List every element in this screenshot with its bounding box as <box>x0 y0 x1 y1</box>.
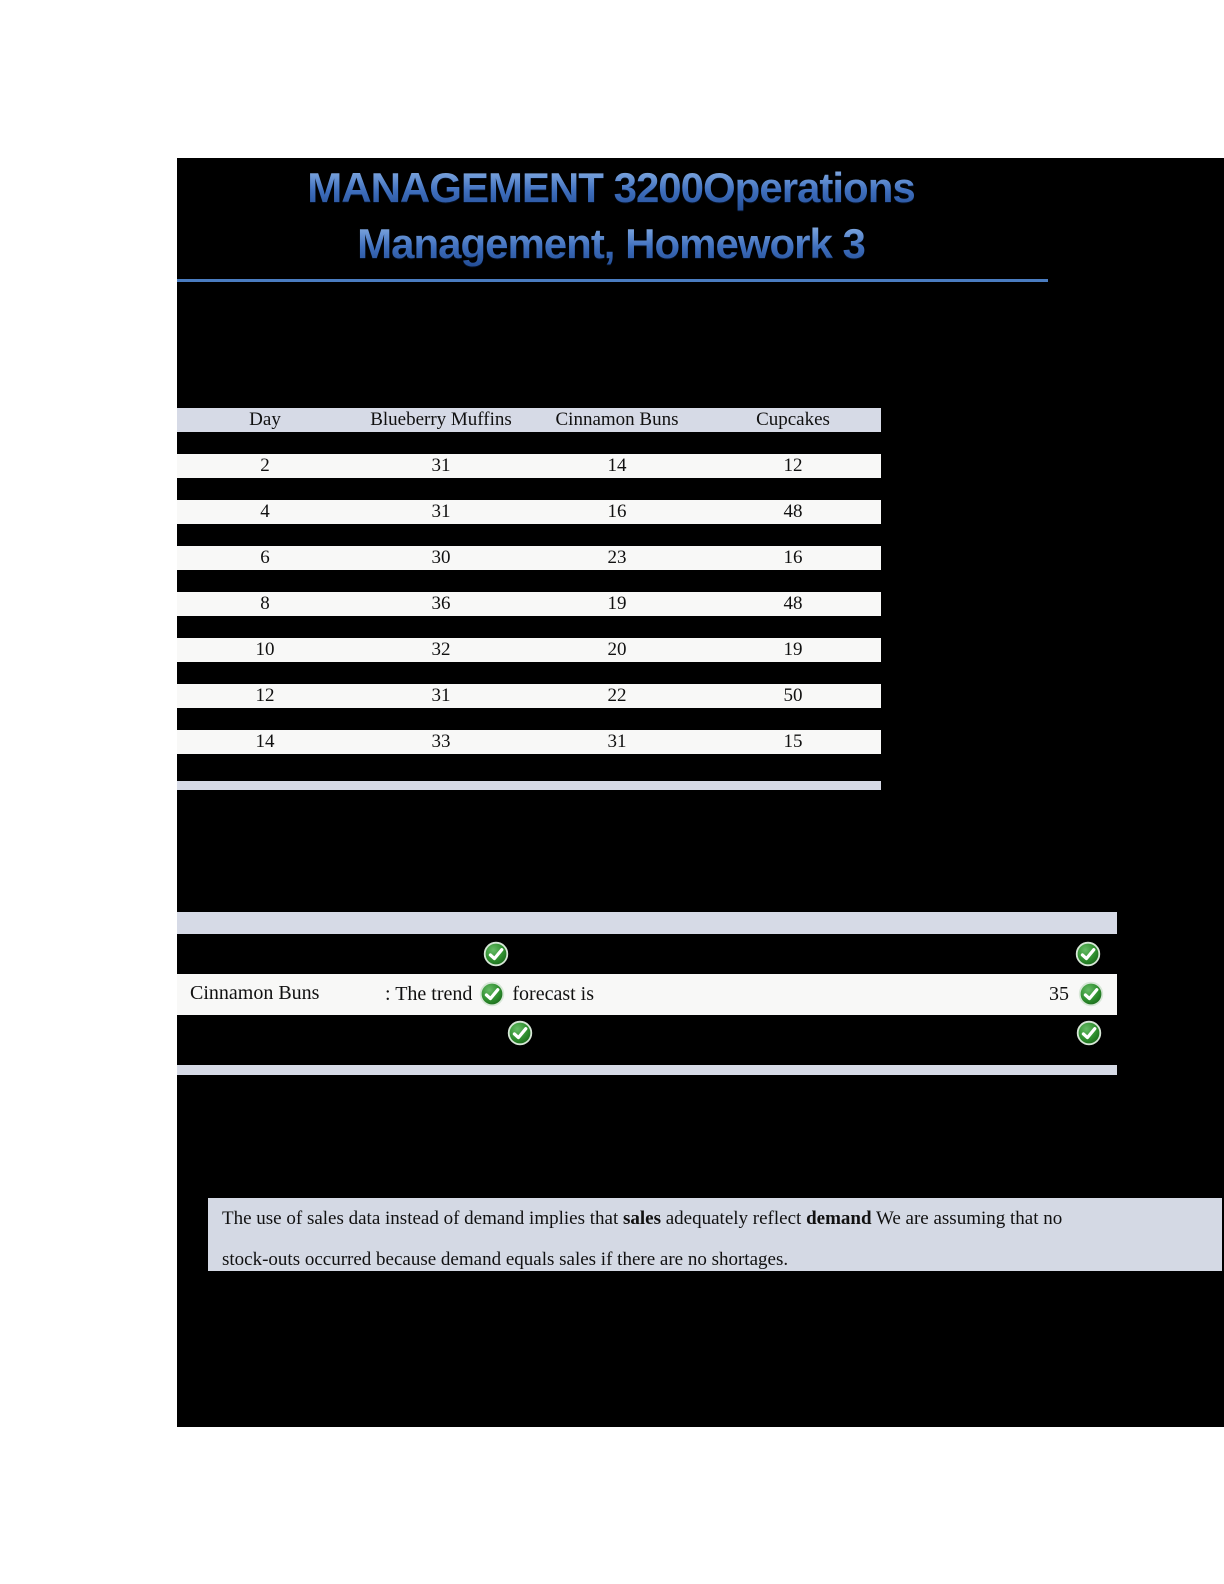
table-row <box>177 454 881 478</box>
forecast-sentence-suffix: forecast is <box>512 982 595 1005</box>
table-hidden-row-gap <box>177 754 881 781</box>
table-hidden-row-gap <box>177 662 881 684</box>
table-cell: 23 <box>607 547 627 568</box>
table-cell: 15 <box>783 731 803 752</box>
hidden-answer-row-below <box>177 1015 1117 1065</box>
table-cell: 12 <box>783 455 803 476</box>
note-text-line-2: stock-outs occurred because demand equals sales if there are no shortages. <box>222 1249 789 1270</box>
note-bold-term: demand <box>806 1208 872 1229</box>
table-cell: 16 <box>607 501 627 522</box>
check-icon <box>483 941 509 967</box>
table-hidden-row-gap <box>177 524 881 546</box>
table-cell: 4 <box>260 501 270 522</box>
page-title-line-1: MANAGEMENT 3200Operations <box>177 160 1045 216</box>
table-cell: 8 <box>260 593 270 614</box>
check-icon <box>1076 1020 1102 1046</box>
product-label: Cinnamon Buns <box>190 982 320 1004</box>
table-row <box>177 592 881 616</box>
section-divider-bar-bottom <box>177 1065 1117 1075</box>
check-icon <box>1075 941 1101 967</box>
forecast-value: 35 <box>1049 982 1069 1005</box>
table-row <box>177 546 881 570</box>
table-cell: 19 <box>783 639 803 660</box>
table-cell: 12 <box>255 685 275 706</box>
table-cell: 6 <box>260 547 270 568</box>
note-text: adequately reflect <box>661 1208 807 1229</box>
table-cell: 16 <box>783 547 803 568</box>
title-underline-rule <box>177 279 1048 282</box>
page-title-line-2: Management, Homework 3 <box>177 216 1045 272</box>
table-cell: 22 <box>607 685 627 706</box>
note-text-line-1 <box>222 1208 1210 1230</box>
table-header-row <box>177 408 881 432</box>
table-cell: 32 <box>431 639 451 660</box>
table-cell: 31 <box>607 731 627 752</box>
table-row <box>177 684 881 708</box>
homework-sheet <box>177 158 1224 1427</box>
forecast-sentence-prefix: : The trend <box>385 982 473 1005</box>
note-text: We are assuming that no <box>871 1208 1063 1229</box>
hidden-answer-row-above <box>177 934 1117 974</box>
forecast-answer-section <box>177 912 1117 1075</box>
table-cell: 19 <box>607 593 627 614</box>
table-cell: 31 <box>431 455 451 476</box>
note-bold-term: sales <box>623 1208 661 1229</box>
table-row <box>177 730 881 754</box>
table-cell: 31 <box>431 685 451 706</box>
table-cell: 2 <box>260 455 270 476</box>
column-header-blueberry-muffins: Blueberry Muffins <box>370 409 512 430</box>
check-icon <box>1078 981 1104 1007</box>
sales-history-table <box>177 408 881 790</box>
table-cell: 33 <box>431 731 451 752</box>
table-hidden-row-gap <box>177 616 881 638</box>
assumption-note <box>208 1198 1222 1271</box>
table-cell: 14 <box>255 731 275 752</box>
note-text: The use of sales data instead of demand implies that <box>222 1208 623 1229</box>
table-cell: 48 <box>783 593 803 614</box>
forecast-value-group <box>1049 981 1104 1007</box>
table-cell: 14 <box>607 455 627 476</box>
forecast-sentence <box>385 981 594 1007</box>
check-icon <box>507 1020 533 1046</box>
check-icon <box>479 981 505 1007</box>
section-divider-bar-top <box>177 912 1117 934</box>
column-header-day: Day <box>249 409 281 430</box>
table-cell: 31 <box>431 501 451 522</box>
table-cell: 36 <box>431 593 451 614</box>
column-header-cinnamon-buns: Cinnamon Buns <box>555 409 679 430</box>
table-cell: 10 <box>255 639 275 660</box>
table-cell: 48 <box>783 501 803 522</box>
table-hidden-row-gap <box>177 432 881 454</box>
table-hidden-row-gap <box>177 708 881 730</box>
table-bottom-bar <box>177 781 881 790</box>
forecast-answer-row <box>177 974 1117 1015</box>
table-cell: 30 <box>431 547 451 568</box>
column-header-cupcakes: Cupcakes <box>756 409 830 430</box>
table-cell: 50 <box>783 685 803 706</box>
title-block <box>177 160 1045 272</box>
table-cell: 20 <box>607 639 627 660</box>
table-hidden-row-gap <box>177 570 881 592</box>
table-row <box>177 638 881 662</box>
table-row <box>177 500 881 524</box>
table-hidden-row-gap <box>177 478 881 500</box>
table-body <box>177 432 881 754</box>
